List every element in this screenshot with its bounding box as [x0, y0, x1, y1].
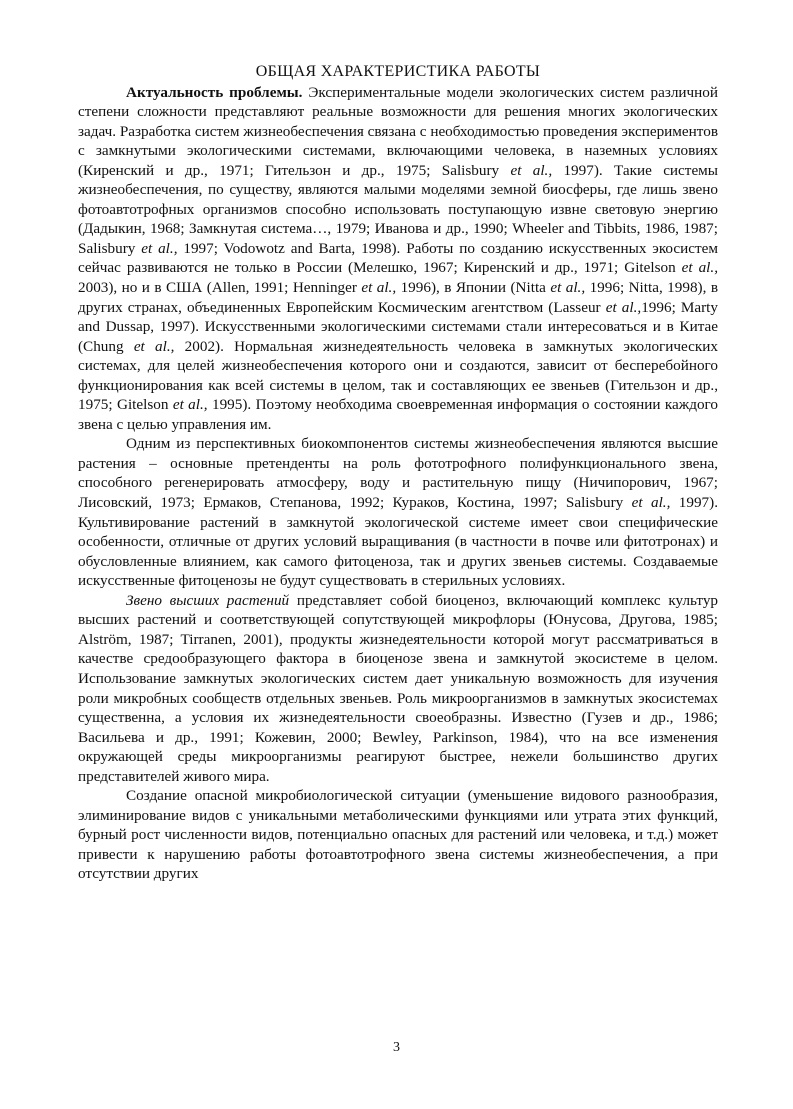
paragraph-microbiological-situation: Создание опасной микробиологической ситуации (уменьшение видового разнообразия, элиминирование видов с уникальными метаболическими функциями или утрата этих функций, бурный рост численности видов, потенциально опасных для растений или человека, и т.д.) может привести к нарушению работы фотоавтотрофного звена системы жизнеобеспечения, а при отсутствии других	[78, 787, 718, 883]
paragraph-plant-link: Звено высших растений представляет собой биоценоз, включающий комплекс культур высших растений и соответствующей сопутствующей микрофлоры (Юнусова, Другова, 1985; Alström, 1987; Tirranen, 2001), продукты жизнедеятельности которой могут рассматриваться в качестве средообразующего фактора в биоценозе звена и замкнутой экосистеме в целом. Использование замкнутых экологических систем дает уникальную возможность для изучения роли микробных сообществ отдельных звеньев. Роль микроорганизмов в замкнутых экосистемах существенна, а условия их жизнедеятельности своеобразны. Известно (Гузев и др., 1986; Васильева и др., 1991; Кожевин, 2000; Bewley, Parkinson, 1984), что на все изменения окружающей среды микроорганизмы реагируют быстрее, нежели большинство других представителей живого мира.	[78, 591, 719, 785]
paragraph-relevance: Актуальность проблемы. Экспериментальные модели экологических систем различной степени сложности представляют реальные возможности для решения многих экологических задач. Разработка систем жизнеобеспечения связана с необходимостью проведения экспериментов с замкнутыми экологическими системами, включающими человека, в наземных условиях (Киренский и др., 1971; Гительзон и др., 1975; Salisbury et al., 1997). Такие системы жизнеобеспечения, по существу, являются малыми моделями земной биосферы, где лишь звено фотоавтотрофных организмов способно использовать поступающую извне световую энергию (Дадыкин, 1968; Замкнутая система…, 1979; Иванова и др., 1990; Wheeler and Tibbits, 1986, 1987; Salisbury et al., 1997; Vodowotz and Barta, 1998). Работы по созданию искусственных экосистем сейчас развиваются не только в России (Мелешко, 1967; Киренский и др., 1971; Gitelson et al., 2003), но и в США (Allen, 1991; Henninger et al., 1996), в Японии (Nitta et al., 1996; Nitta, 1998), в других странах, объединенных Европейским Космическим агентством (Lasseur et al.,1996; Marty and Dussap, 1997). Искусственными экологическими системами стали интересоваться и в Китае (Chung et al., 2002). Нормальная жизнедеятельность человека в замкнутых экологических системах, для целей жизнеобеспечения которого они и создаются, зависит от бесперебойного функционирования как всей системы в целом, так и составляющих ее звеньев (Гительзон и др., 1975; Gitelson et al., 1995). Поэтому необходима своевременная информация о состоянии каждого звена с целью управления им.	[78, 83, 719, 433]
page-title: ОБЩАЯ ХАРАКТЕРИСТИКА РАБОТЫ	[255, 63, 541, 80]
section-heading-relevance: Актуальность проблемы.	[126, 83, 303, 101]
term-plant-link: Звено высших растений	[126, 591, 290, 609]
body-text	[78, 62, 718, 884]
paragraph-higher-plants: Одним из перспективных биокомпонентов системы жизнеобеспечения являются высшие растения – основные претенденты на роль фототрофного полифункционального звена, способного регенерировать атмосферу, воду и растительную пищу (Ничипорович, 1967; Лисовский, 1973; Ермаков, Степанова, 1992; Кураков, Костина, 1997; Salisbury et al., 1997). Культивирование растений в замкнутой экологической системе имеет свои специфические особенности, отличные от других условий выращивания (в частности в почве или фитотронах) и обусловленные влиянием, как самого фитоценоза, так и других звеньев системы. Создаваемые искусственные фитоценозы не будут существовать в стерильных условиях.	[78, 435, 718, 590]
page-number: 3	[393, 1040, 400, 1055]
